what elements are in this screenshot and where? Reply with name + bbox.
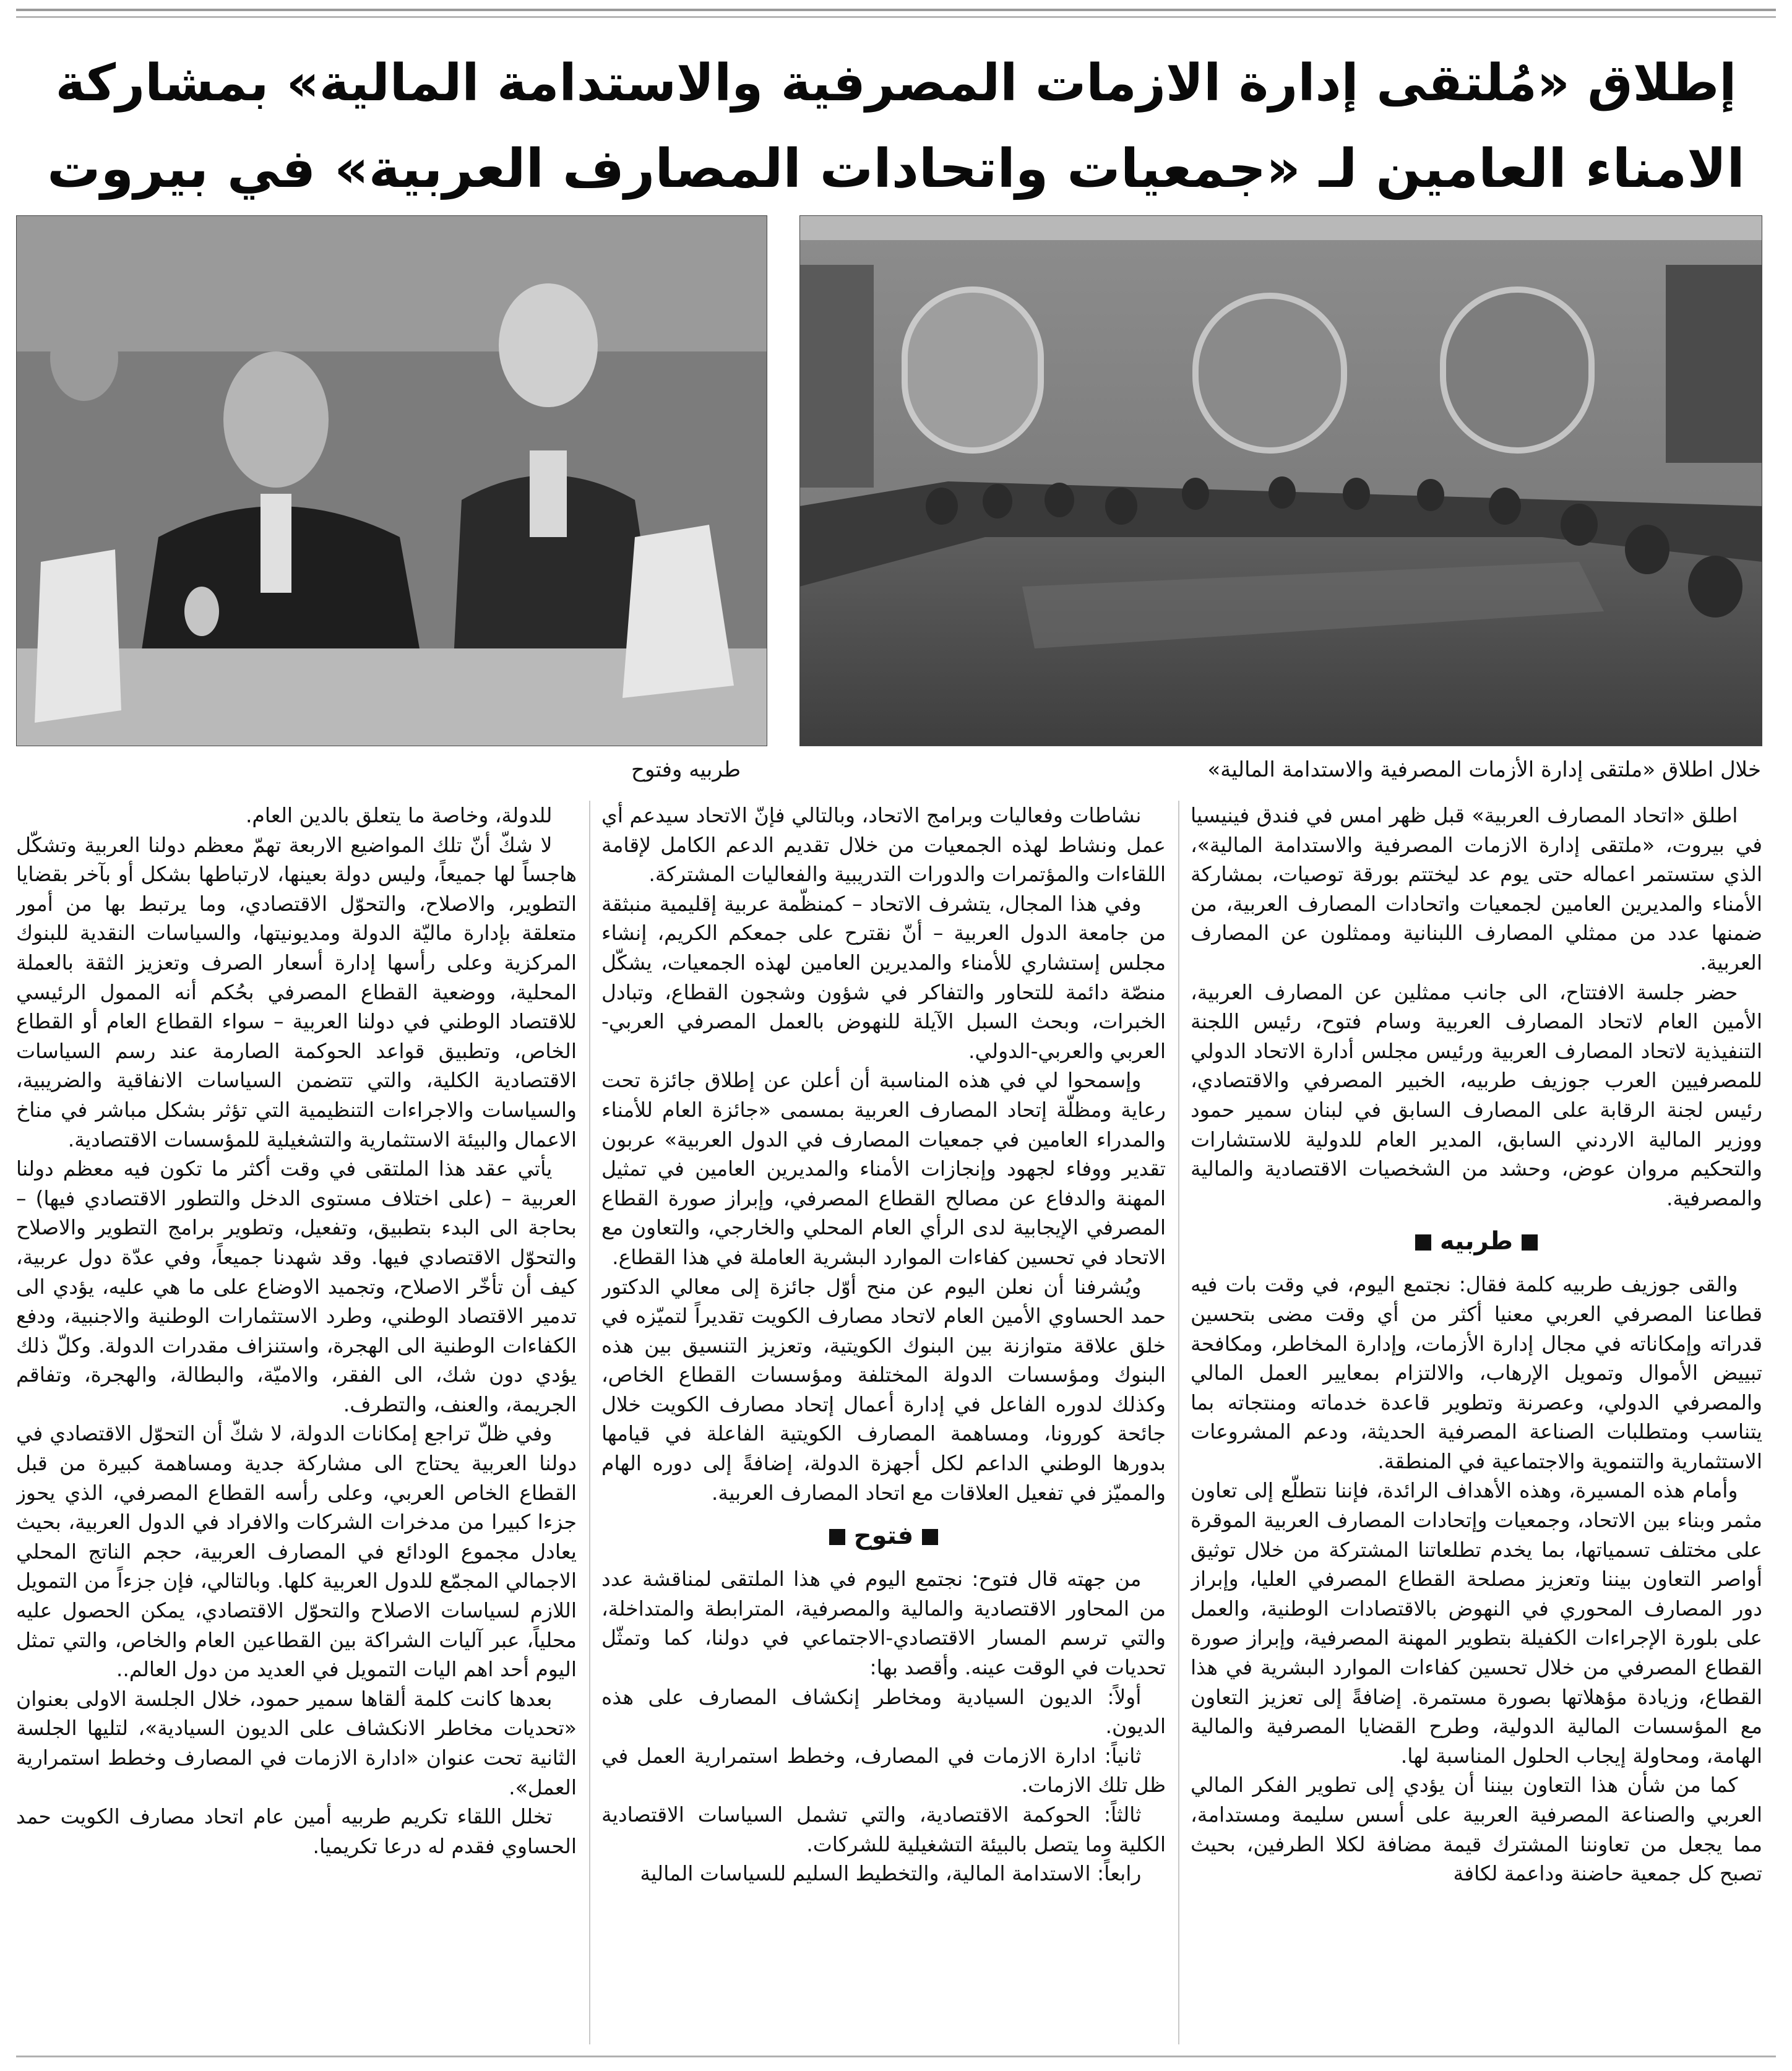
column-divider [589, 801, 590, 2044]
headline-line-2: الامناء العامين لـ «جمعيات واتحادات المصارف العربية» في بيروت [47, 138, 1745, 200]
article-paragraph: وفي ظلّ تراجع إمكانات الدولة، لا شكّ أن التحوّل الاقتصادي في دولنا العربية يحتاج الى مشاركة جدية ومساهمة كبيرة من قبل القطاع الخاص العربي، وعلى رأسه القطاع المصرفي، الذي يحوز جزءا كبيرا من مدخرات الشركات والافراد في الدول العربية، بحيث يعادل مجموع الودائع في المصارف العربية، حجم الناتج المحلي الاجمالي المجمّع للدول العربية كلها. وبالتالي، فإن جزءاً من التمويل اللازم لسياسات الاصلاح والتحوّل الاقتصادي، يمكن الحصول عليه محلياً، عبر آليات الشراكة بين القطاعين العام والخاص، والتي تمثل اليوم أحد اهم اليات التمويل في العديد من دول العالم.. [16, 1421, 577, 1682]
article-column-2 [601, 801, 1166, 2044]
article-paragraph: حضر جلسة الافتتاح، الى جانب ممثلين عن المصارف العربية، الأمين العام لاتحاد المصارف العربية وسام فتوح، رئيس اللجنة التنفيذية لاتحاد المصارف العربية ورئيس مجلس أدارة الاتحاد الدولي للمصرفيين العرب جوزيف طربيه، الخبير المصرفي والاقتصادي، رئيس لجنة الرقابة على المصارف السابق في لبنان سمير حمود ووزير المالية الاردني السابق، المدير العام للدولية للاستشارات والتحكيم مروان عوض، وحشد من الشخصيات الاقتصادية والمالية والمصرفية. [1191, 980, 1762, 1210]
article-paragraph: من جهته قال فتوح: نجتمع اليوم في هذا الملتقى لمناقشة عدد من المحاور الاقتصادية والمالية والمصرفية، المترابطة والمتداخلة، والتي ترسم المسار الاقتصادي-الاجتماعي في دولنا، كما وتمثّل تحديات في الوقت عينه. وأقصد بها: [601, 1567, 1166, 1680]
article-paragraph: اطلق «اتحاد المصارف العربية» قبل ظهر امس في فندق فينيسيا في بيروت، «ملتقى إدارة الازمات المصرفية والاستدامة المالية»، الذي ستستمر اعماله حتى يوم عد ليختتم بورقة توصيات، بمشاركة الأمناء والمديرين العامين لجمعيات واتحادات المصارف العربية، من ضمنها عدد من ممثلي المصارف اللبنانية وممثلون عن المصارف العربية. [1191, 803, 1762, 975]
article-paragraph: للدولة، وخاصة ما يتعلق بالدين العام. [245, 803, 553, 827]
article-paragraph: ويُشرفنا أن نعلن اليوم عن منح أوّل جائزة إلى معالي الدكتور حمد الحساوي الأمين العام لاتحاد مصارف الكويت تقديراً لتميّزه في خلق علاقة متوازنة بين البنوك الكويتية، وتعزيز التنسيق بين هذه البنوك ومؤسسات الدولة المختلفة ومؤسسات القطاع الخاص، وكذلك لدوره الفاعل في إدارة أعمال إتحاد مصارف الكويت خلال جائحة كورونا، ومساهمة المصارف الكويتية الفاعلة في قيامها بدورها الوطني الداعم لكل أجهزة الدولة، إضافةً إلى دوره الهام والمميّز في تفعيل العلاقات مع اتحاد المصارف العربية. [601, 1274, 1166, 1505]
headline-line-1: إطلاق «مُلتقى إدارة الازمات المصرفية والاستدامة المالية» بمشاركة [55, 54, 1737, 113]
square-bullet-icon [1522, 1234, 1538, 1251]
article-paragraph: نشاطات وفعاليات وبرامج الاتحاد، وبالتالي فإنّ الاتحاد سيدعم أي عمل ونشاط لهذه الجمعيات من خلال تقديم الدعم الكامل لإقامة اللقاءات والمؤتمرات والدورات التدريبية والفعاليات المشتركة. [601, 803, 1166, 887]
article-column-3 [16, 801, 577, 2044]
headline [37, 41, 1755, 212]
article-paragraph: بعدها كانت كلمة ألقاها سمير حمود، خلال الجلسة الاولى بعنوان «تحديات مخاطر الانكشاف على الديون السيادية»، لتليها الجلسة الثانية تحت عنوان «ادارة الازمات في المصارف وخطط استمرارية العمل». [16, 1686, 577, 1799]
article-paragraph: وأمام هذه المسيرة، وهذه الأهداف الرائدة، فإننا نتطلّع إلى تعاون مثمر وبناء بين الاتحاد، وجمعيات وإتحادات المصارف العربية الموقرة على مختلف تسمياتها، بما يخدم تطلعاتنا المشتركة من خلال توثيق أواصر التعاون بيننا وتعزيز مصلحة القطاع المصرفي العليا، وإبراز دور المصارف المحوري في النهوض بالاقتصادات الوطنية، والعمل على بلورة الإجراءات الكفيلة بتطوير المهنة المصرفية، وإبراز صورة القطاع المصرفي من خلال تحسين كفاءات الموارد البشرية في هذا القطاع، وزيادة مؤهلاتها بصورة مستمرة. إضافةً إلى تعزيز التعاون مع المؤسسات المالية الدولية، وطرح القضايا المصرفية والمالية الهامة، ومحاولة إيجاب الحلول المناسبة لها. [1191, 1478, 1762, 1768]
article-paragraph: وإسمحوا لي في هذه المناسبة أن أعلن عن إطلاق جائزة تحت رعاية ومظلّة إتحاد المصارف العربية بمسمى «جائزة العام للأمناء والمدراء العامين في جمعيات المصارف في الدول العربية» عربون تقدير ووفاء لجهود وإنجازات الأمناء والمديرين العامين في تمثيل المهنة والدفاع عن مصالح القطاع المصرفي، وإبراز صورة القطاع المصرفي الإيجابية لدى الرأي العام المحلي والخارجي، والتعاون مع الاتحاد في تحسين كفاءات الموارد البشرية العاملة في هذا القطاع. [601, 1068, 1166, 1269]
conference-hall-photo [799, 215, 1762, 746]
section-heading-tarabay [1191, 1224, 1762, 1259]
tarabay-fattouh-photo [16, 215, 767, 746]
top-rule-second [16, 16, 1776, 18]
article-paragraph: يأتي عقد هذا الملتقى في وقت أكثر ما تكون فيه معظم دولنا العربية – (على اختلاف مستوى الدخل والتطور الاقتصادي فيها) – بحاجة الى البدء بتطبيق، وتفعيل، وتطوير برامج التطوير والاصلاح والتحوّل الاقتصادي فيها. وقد شهدنا جميعاً، وفي عدّة دول عربية، كيف أن تأخّر الاصلاح، وتجميد الاوضاع على ما هي عليه، يؤدي الى تدمير الاقتصاد الوطني، وطرد الاستثمارات الوطنية والاجنبية، ودفع الكفاءات الوطنية الى الهجرة، واستنزاف مقدرات الدولة. وكلّ ذلك يؤدي دون شك، الى الفقر، والاميّة، والبطالة، والهجرة، وتفاقم الجريمة، والعنف، والتطرف. [16, 1156, 577, 1416]
square-bullet-icon [829, 1529, 845, 1545]
article-paragraph: ثانياً: ادارة الازمات في المصارف، وخطط استمرارية العمل في ظل تلك الازمات. [601, 1743, 1166, 1798]
article-paragraph: أولاً: الديون السيادية ومخاطر إنكشاف المصارف على هذه الديون. [601, 1684, 1166, 1739]
article-paragraph: رابعاً: الاستدامة المالية، والتخطيط السليم للسياسات المالية [640, 1861, 1142, 1886]
conference-photo-caption: خلال اطلاق «ملتقى إدارة الأزمات المصرفية والاستدامة المالية» [1207, 757, 1761, 782]
article-paragraph: لا شكّ أنّ تلك المواضيع الاربعة تهمّ معظم دولنا العربية وتشكّل هاجساً لها جميعاً، وليس دولة بعينها، لارتباطها بشكل أو بآخر بقضايا التطوير، والاصلاح، والتحوّل الاقتصادي، وما يرتبط بها من أمور متعلقة بإدارة ماليّة الدولة ومديونيتها، والسياسات النقدية للبنوك المركزية وعلى رأسها إدارة أسعار الصرف وتعزيز الثقة بالعملة المحلية، ووضعية القطاع المصرفي بحُكم أنه الممول الرئيسي للاقتصاد الوطني في دولنا العربية – سواء القطاع العام أو القطاع الخاص، وتطبيق قواعد الحوكمة الصارمة عند رسم السياسات الاقتصادية الكلية، والتي تتضمن السياسات الانفاقية والضريبية، والسياسات والاجراءات التنظيمية التي تؤثر بشكل مباشر في مناخ الاعمال والبيئة الاستثمارية والتشغيلية للمؤسسات الاقتصادية. [16, 832, 577, 1152]
bottom-rule [16, 2056, 1776, 2057]
article-column-1 [1191, 801, 1762, 2044]
top-rule [16, 9, 1776, 11]
article-paragraph: والقى جوزيف طربيه كلمة فقال: نجتمع اليوم، في وقت بات فيه قطاعنا المصرفي العربي معنيا أكثر من أي وقت مضى بتحسين قدراته وإمكاناته في مجال إدارة الأزمات، وإدارة المخاطر، ومكافحة تبييض الأموال وتمويل الإرهاب، والالتزام بمعايير العمل المالي والمصرفي الدولي، وعصرنة وتطوير قاعدة خدماته ومنتجاته بما يتناسب ومتطلبات الصناعة المصرفية الحديثة، ودعم المشروعات الاستثمارية والتنموية والاجتماعية في المنطقة. [1191, 1272, 1762, 1473]
article-paragraph: كما من شأن هذا التعاون بيننا أن يؤدي إلى تطوير الفكر المالي العربي والصناعة المصرفية العربية على أسس سليمة ومستدامة، مما يجعل من تعاوننا المشترك قيمة مضافة لكلا الطرفين، بحيث تصبح كل جمعية حاضنة وداعمة لكافة [1191, 1773, 1762, 1886]
article-paragraph: ثالثاً: الحوكمة الاقتصادية، والتي تشمل السياسات الاقتصادية الكلية وما يتصل بالبيئة التشغيلية للشركات. [601, 1802, 1166, 1856]
section-heading-text: فتوح [853, 1522, 914, 1551]
article-paragraph: تخلل اللقاء تكريم طربيه أمين عام اتحاد مصارف الكويت حمد الحساوي فقدم له درعا تكريميا. [16, 1804, 577, 1858]
article-paragraph: وفي هذا المجال، يتشرف الاتحاد – كمنظّمة عربية إقليمية منبثقة من جامعة الدول العربية – أنّ نقترح على جمعكم الكريم، إنشاء مجلس إستشاري للأمناء والمديرين العامين لهذه الجمعيات، يشكّل منصّة دائمة للتحاور والتفاكر في شؤون وشجون القطاع، وتبادل الخبرات، وبحث السبل الآيلة للنهوض بالعمل المصرفي العربي-العربي والعربي-الدولي. [601, 891, 1166, 1063]
column-divider [1178, 801, 1179, 2044]
section-heading-fattouh [601, 1518, 1166, 1553]
square-bullet-icon [1415, 1234, 1431, 1251]
tarabay-fattouh-caption: طربيه وفتوح [631, 757, 741, 782]
section-heading-text: طربيه [1439, 1227, 1514, 1256]
square-bullet-icon [922, 1529, 938, 1545]
